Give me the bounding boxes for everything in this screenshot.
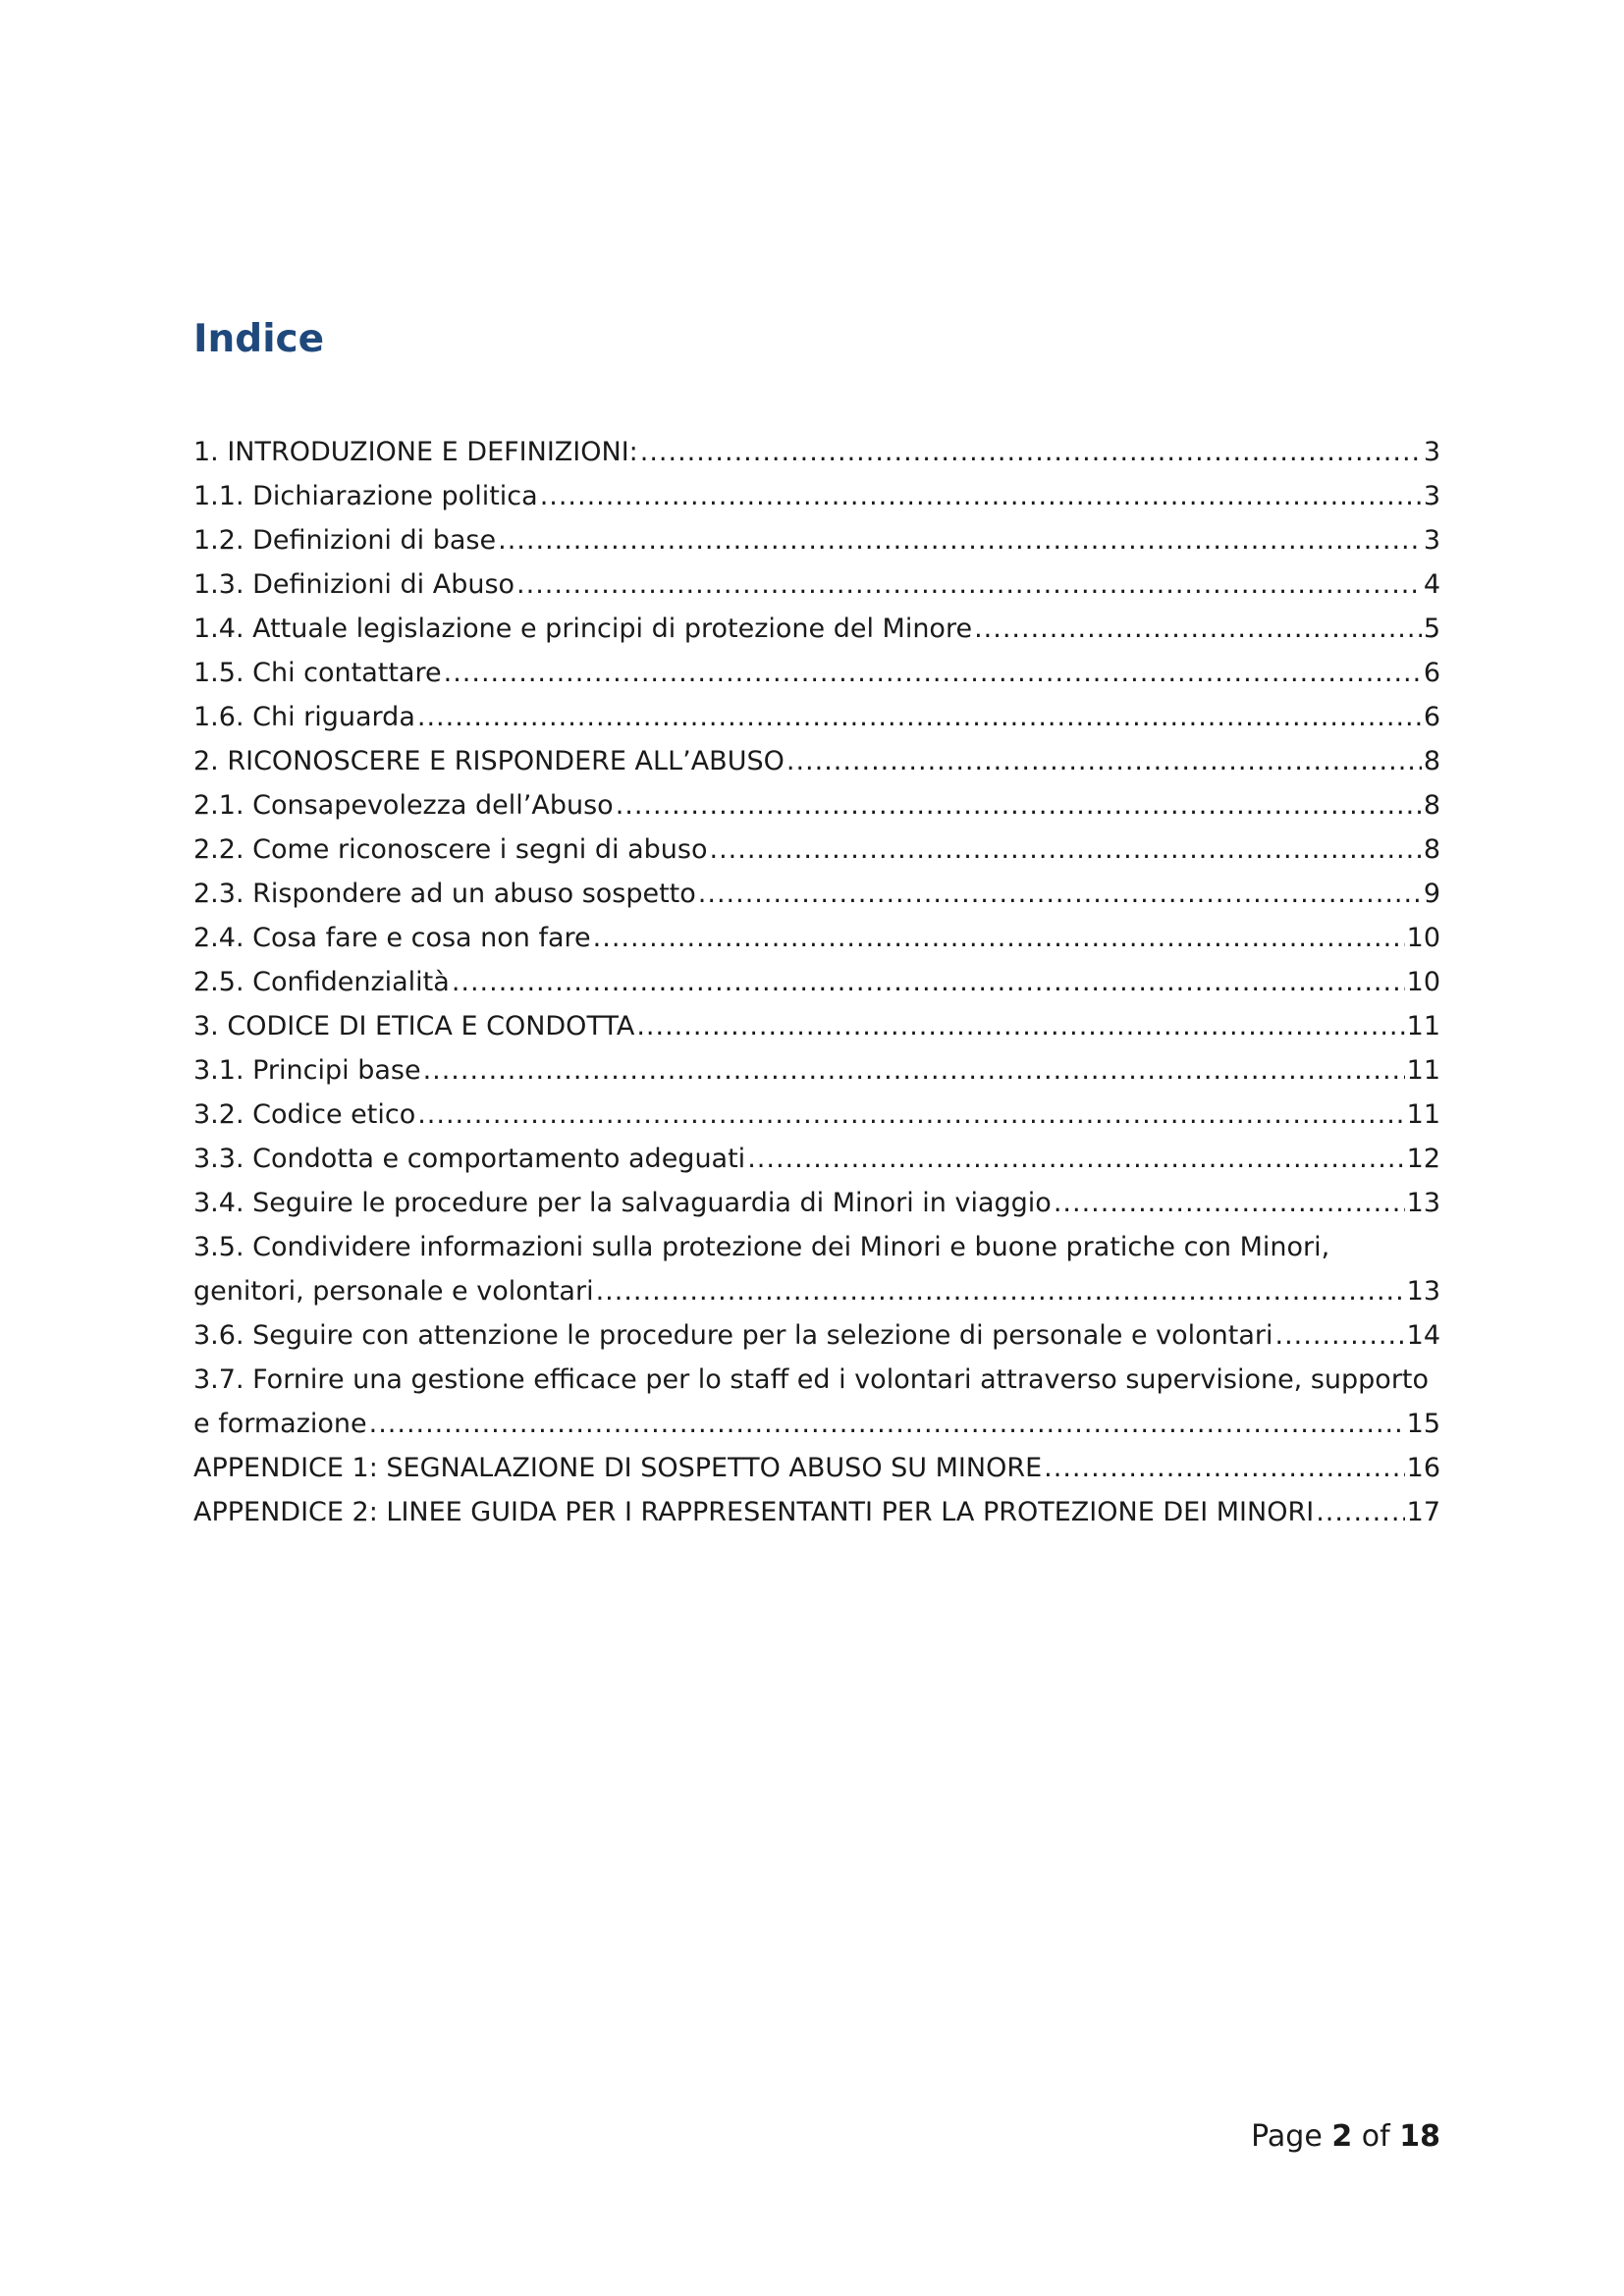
toc-entry-page-number: 10 <box>1406 967 1440 997</box>
toc-entry[interactable] <box>193 1446 1440 1490</box>
toc-entry[interactable] <box>193 1313 1440 1358</box>
toc-entry-page-number: 8 <box>1423 790 1440 821</box>
toc-entry-text: 1. INTRODUZIONE E DEFINIZIONI: <box>193 437 638 467</box>
toc-dot-leader <box>1054 1181 1405 1225</box>
toc-entry-text: 3.5. Condividere informazioni sulla protezione dei Minori e buone pratiche con Minori, <box>193 1232 1330 1262</box>
toc-entry-page-number: 12 <box>1406 1144 1440 1174</box>
toc-entry-page-number: 15 <box>1406 1409 1440 1439</box>
toc-dot-leader <box>974 607 1422 651</box>
toc-entry[interactable] <box>193 518 1440 562</box>
toc-entry[interactable] <box>193 562 1440 607</box>
footer-total-pages: 18 <box>1399 2119 1440 2154</box>
toc-entry[interactable] <box>193 430 1440 474</box>
toc-entry-text: 3.4. Seguire le procedure per la salvaguardia di Minori in viaggio <box>193 1188 1052 1218</box>
toc-entry-text-continuation: genitori, personale e volontari <box>193 1276 594 1307</box>
toc-entry-text: 2.5. Confidenzialità <box>193 967 450 997</box>
toc-entry-page-number: 10 <box>1406 923 1440 953</box>
toc-entry-text: 1.5. Chi contattare <box>193 658 442 688</box>
toc-dot-leader <box>444 651 1422 695</box>
toc-entry-text: 2. RICONOSCERE E RISPONDERE ALL’ABUSO <box>193 746 785 776</box>
toc-entry-page-number: 11 <box>1406 1011 1440 1041</box>
toc-dot-leader <box>747 1137 1404 1181</box>
toc-entry-text: 2.1. Consapevolezza dell’Abuso <box>193 790 614 821</box>
toc-entry[interactable] <box>193 960 1440 1004</box>
toc-entry-page-number: 6 <box>1423 658 1440 688</box>
toc-dot-leader <box>516 562 1422 607</box>
toc-dot-leader <box>452 960 1405 1004</box>
toc-dot-leader <box>540 474 1422 518</box>
toc-entry[interactable] <box>193 1225 1440 1313</box>
toc-entry-page-number: 5 <box>1423 614 1440 644</box>
toc-entry[interactable] <box>193 872 1440 916</box>
toc-entry[interactable] <box>193 695 1440 739</box>
toc-dot-leader <box>1316 1490 1404 1534</box>
footer-page-label: Page <box>1251 2119 1323 2154</box>
toc-entry[interactable] <box>193 651 1440 695</box>
toc-dot-leader <box>710 828 1422 872</box>
toc-entry[interactable] <box>193 916 1440 960</box>
toc-entry-page-number: 11 <box>1406 1055 1440 1086</box>
toc-entry-page-number: 16 <box>1406 1453 1440 1483</box>
footer-current-page: 2 <box>1331 2119 1353 2154</box>
toc-dot-leader <box>636 1004 1404 1048</box>
toc-entry-text: 1.6. Chi riguarda <box>193 702 415 732</box>
toc-entry-text: 3. CODICE DI ETICA E CONDOTTA <box>193 1011 635 1041</box>
toc-dot-leader <box>616 783 1422 828</box>
toc-entry-page-number: 8 <box>1423 746 1440 776</box>
toc-entry-page-number: 11 <box>1406 1099 1440 1130</box>
toc-entry[interactable] <box>193 1048 1440 1093</box>
toc-entry-text: 2.4. Cosa fare e cosa non fare <box>193 923 591 953</box>
toc-entry-text: 1.1. Dichiarazione politica <box>193 481 538 511</box>
toc-dot-leader <box>640 430 1422 474</box>
toc-entry-continuation-line <box>193 1269 1440 1313</box>
toc-entry-page-number: 14 <box>1406 1320 1440 1351</box>
toc-entry-text: 2.3. Rispondere ad un abuso sospetto <box>193 879 696 909</box>
toc-entry[interactable] <box>193 828 1440 872</box>
toc-heading: Indice <box>193 317 325 361</box>
toc-entry[interactable] <box>193 1137 1440 1181</box>
toc-entry[interactable] <box>193 1004 1440 1048</box>
toc-dot-leader <box>369 1402 1405 1446</box>
toc-dot-leader <box>498 518 1422 562</box>
toc-entry[interactable] <box>193 1490 1440 1534</box>
toc-entry-text: 3.1. Principi base <box>193 1055 421 1086</box>
toc-dot-leader <box>593 916 1405 960</box>
toc-dot-leader <box>423 1048 1405 1093</box>
toc-dot-leader <box>417 1093 1404 1137</box>
toc-dot-leader <box>786 739 1422 783</box>
toc-entry-text: 3.2. Codice etico <box>193 1099 416 1130</box>
toc-entry-page-number: 13 <box>1406 1188 1440 1218</box>
toc-entry[interactable] <box>193 739 1440 783</box>
toc-entry-continuation-line <box>193 1402 1440 1446</box>
toc-entry-text: 3.7. Fornire una gestione efficace per lo staff ed i volontari attraverso supervisione, supporto <box>193 1364 1430 1395</box>
toc-entry-text: 3.3. Condotta e comportamento adeguati <box>193 1144 746 1174</box>
toc-entry-page-number: 8 <box>1423 834 1440 865</box>
toc-entry-text-continuation: e formazione <box>193 1409 367 1439</box>
page-footer <box>1251 2117 1440 2157</box>
toc-entry-page-number: 13 <box>1406 1276 1440 1307</box>
toc-entry-text: 3.6. Seguire con attenzione le procedure per la selezione di personale e volontari <box>193 1320 1273 1351</box>
toc-dot-leader <box>596 1269 1405 1313</box>
toc-entry-page-number: 6 <box>1423 702 1440 732</box>
toc-entry[interactable] <box>193 474 1440 518</box>
toc-entry[interactable] <box>193 1181 1440 1225</box>
toc-entry[interactable] <box>193 1093 1440 1137</box>
toc-entry-page-number: 3 <box>1423 437 1440 467</box>
toc-entry-page-number: 3 <box>1423 481 1440 511</box>
toc-entry-page-number: 9 <box>1423 879 1440 909</box>
toc-dot-leader <box>698 872 1422 916</box>
toc-entry-page-number: 17 <box>1406 1497 1440 1527</box>
table-of-contents <box>193 430 1440 1534</box>
toc-entry-text: 1.2. Definizioni di base <box>193 525 497 556</box>
toc-entry-page-number: 3 <box>1423 525 1440 556</box>
toc-entry-text: APPENDICE 2: LINEE GUIDA PER I RAPPRESENTANTI PER LA PROTEZIONE DEI MINORI <box>193 1497 1315 1527</box>
toc-entry[interactable] <box>193 783 1440 828</box>
toc-entry-text: 1.4. Attuale legislazione e principi di protezione del Minore <box>193 614 973 644</box>
toc-entry-text: 1.3. Definizioni di Abuso <box>193 569 515 600</box>
toc-entry-text: APPENDICE 1: SEGNALAZIONE DI SOSPETTO ABUSO SU MINORE <box>193 1453 1043 1483</box>
toc-entry[interactable] <box>193 607 1440 651</box>
toc-entry-text: 2.2. Come riconoscere i segni di abuso <box>193 834 708 865</box>
footer-of-label: of <box>1361 2119 1390 2154</box>
toc-dot-leader <box>1044 1446 1404 1490</box>
toc-dot-leader <box>1275 1313 1405 1358</box>
toc-entry-page-number: 4 <box>1423 569 1440 600</box>
toc-entry[interactable] <box>193 1358 1440 1446</box>
toc-dot-leader <box>417 695 1422 739</box>
